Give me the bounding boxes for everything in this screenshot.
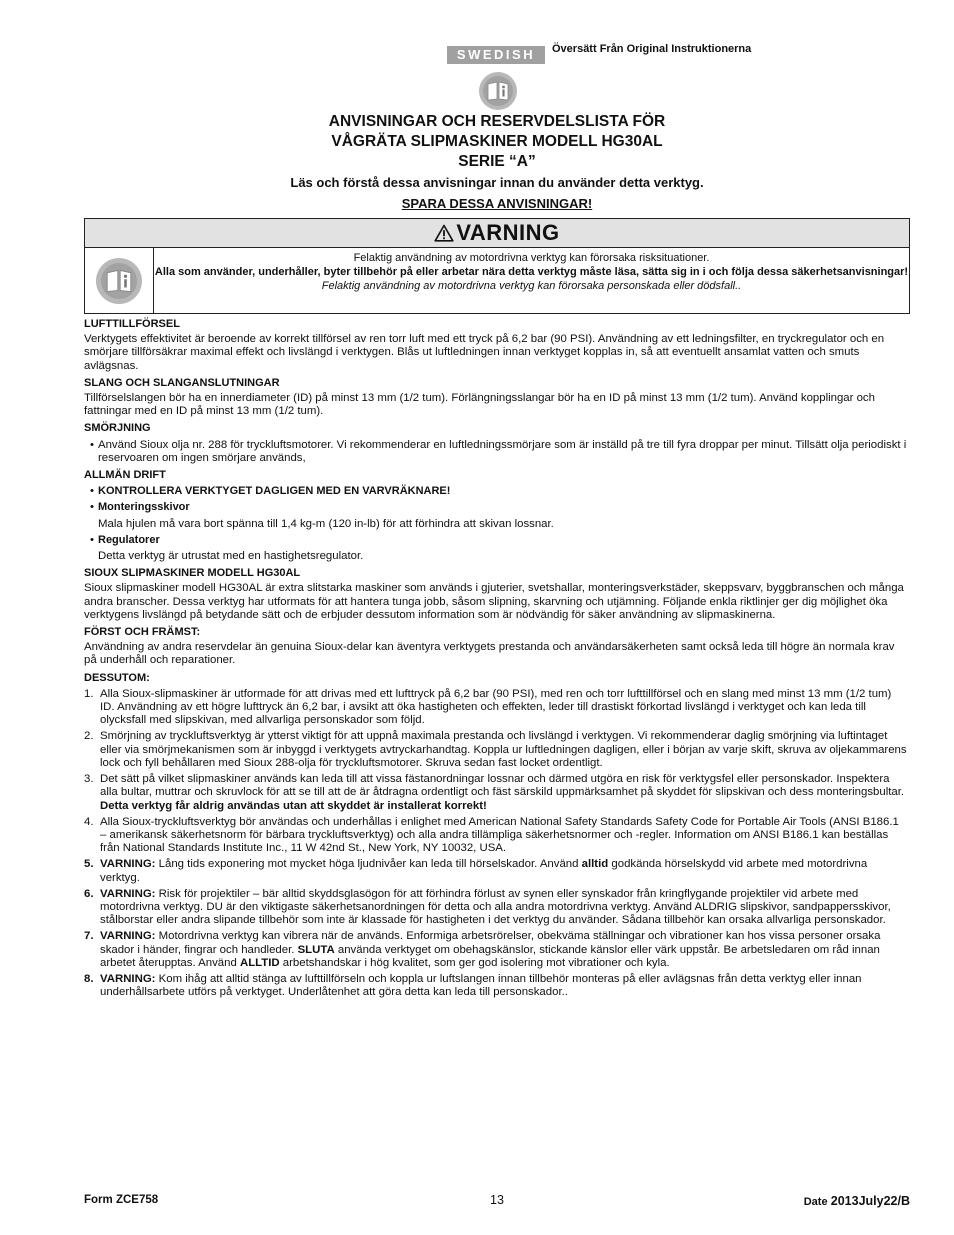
page-number: 13 [490, 1193, 504, 1207]
translated-note: Översätt Från Original Instruktionerna [552, 43, 752, 55]
list-item: • Regulatorer [90, 533, 160, 546]
warning-box [84, 218, 910, 314]
section-text-model: Sioux slipmaskiner modell HG30AL är extra slitstarka maskiner som används i gjuterier, svetshallar, monteringsverkstäder, skeppsvarv, byggbranschen och många andra branscher. Dessa verktyg har utformats för att hantera tunga jobb, såsom slipning, skarvning och utjämning. Följande enkla riktlinjer ger dig möjlighet öka verktygens livslängd på betydande sätt och de erbjuder dessutom information som är nödvändig för säker användning av slipmaskinerna. [84, 582, 904, 621]
list-item-text: Detta verktyg är utrustat med en hastighetsregulator. [98, 550, 364, 563]
numbered-item: 5. VARNING: Lång tids exponering mot mycket höga ljudnivåer kan leda till hörselskador. Använd alltid godkända hörselskydd vid arbete med motordrivna verktyg. [84, 858, 868, 884]
list-item: • KONTROLLERA VERKTYGET DAGLIGEN MED EN VARVRÄKNARE! [90, 485, 451, 498]
save-instructions-note: SPARA DESSA ANVISNINGAR! [401, 196, 593, 211]
date-label: Date [803, 1196, 828, 1208]
date-value: 2013July22/B [830, 1194, 910, 1208]
warning-header [85, 219, 909, 248]
warning-line3: Felaktig användning av motordrivna verktyg kan förorsaka personskada eller dödsfall.. [321, 280, 742, 292]
page-subtitle: Läs och förstå dessa anvisningar innan du använder detta verktyg. [290, 175, 704, 190]
section-heading-general: ALLMÄN DRIFT [84, 469, 166, 482]
warning-title: VARNING [456, 220, 560, 245]
section-heading-first: FÖRST OCH FRÄMST: [84, 626, 201, 639]
form-number: Form ZCE758 [84, 1194, 159, 1206]
numbered-item: 2. Smörjning av tryckluftsverktyg är ytterst viktigt för att uppnå maximala prestanda och livslängd i verktygen. Vi rekommenderar daglig smörjning via luftintaget eller via smörjmekanismen som är inbyggd i verktygets avtryckarhandtag. Koppla ur luftledningen dagligen, eller i början av varje skift, skruva av oljekammarens lock och fyll behållaren med Sioux 288-olja för tryckluftsmotorer. Skruva sedan fast locket ordentligt. [84, 730, 907, 769]
section-heading-hose: SLANG OCH SLANGANSLUTNINGAR [84, 376, 280, 389]
section-heading-air: LUFTTILLFÖRSEL [84, 318, 180, 330]
list-item: • Monteringsskivor [90, 501, 190, 514]
page-title-line2: VÅGRÄTA SLIPMASKINER MODELL HG30AL [331, 133, 663, 150]
section-heading-lubrication: SMÖRJNING [84, 422, 151, 435]
numbered-item: 3. Det sätt på vilket slipmaskiner används kan leda till att vissa fästanordningar lossnar och därmed utgöra en risk för verktygsfel eller personskador. Inspektera alla bultar, muttrar och skruvlock för att se till att de är åtdragna ordentligt och fäst särskild uppmärksamhet på skyddet för slipskivan och dess monteringsbultar. Detta verktyg får aldrig användas utan att skyddet är installerat korrekt! [84, 773, 905, 812]
read-manual-icon [96, 258, 142, 304]
page-title-line3: SERIE “A” [458, 153, 536, 170]
read-manual-icon [479, 72, 517, 110]
section-text-first: Användning av andra reservdelar än genuina Sioux-delar kan äventyra verktygets prestanda och användarsäkerheten samt också leda till högre än normala krav på underhåll och reparationer. [84, 641, 895, 667]
section-text-hose: Tillförselslangen bör ha en innerdiameter (ID) på minst 13 mm (1/2 tum). Förlängningsslangar bör ha en ID på minst 13 mm (1/2 tum). Använd kopplingar och fattningar med en ID på minst 13 mm (1/2 tum). [84, 392, 875, 418]
section-heading-also: DESSUTOM: [84, 671, 150, 684]
numbered-item: 4. Alla Sioux-tryckluftsverktyg bör användas och underhållas i enlighet med American National Safety Standards Safety Code for Portable Air Tools (ANSI B186.1 – amerikansk säkerhetsnorm för bärbara tryckluftsverktyg) och alla andra tillämpliga säkerhetsnormer och -regler. Information om ANSI B186.1 kan beställas från National Standards Institute Inc., 11 W 42nd St., New York, NY 10032, USA. [84, 815, 899, 855]
numbered-item: 7. VARNING: Motordrivna verktyg kan vibrera när de används. Enformiga arbetsrörelser, obekväma ställningar och vibrationer kan hos vissa personer orsaka skador i händer, fingrar och handleder. SLUTA använda verktyget om obehagskänslor, stickande känslor eller värk uppstår. Be arbetsledaren om råd innan arbetet återupptas. Använd ALLTID arbetshandskar i hög kvalitet, som ger god isolering mot vibrationer och kyla. [84, 930, 881, 969]
section-text-air: Verktygets effektivitet är beroende av korrekt tillförsel av ren torr luft med ett tryck på 6,2 bar (90 PSI). Användning av ett ledningsfilter, en tryckregulator och en smörjare tillförsäkrar maximal effekt och livslängd i verktygen. Blås ut luftledningen innan verktyget kopplas in, så att eventuellt ansamlat vatten och smuts avlägsnas. [84, 333, 885, 372]
numbered-item: 1. Alla Sioux-slipmaskiner är utformade för att drivas med ett lufttryck på 6,2 bar (90 PSI), med ren och torr lufttillförsel och en slang med minst 13 mm (1/2 tum) ID. Användning av ett högre lufttryck än 6,2 bar, i avsikt att öka hastigheten och effekten, leder till drastiskt förkortad livslängd i verktyget och kan leda till olycksfall med slipskivan, med allvarliga personskador som följd. [84, 687, 892, 727]
page-title-line1: ANVISNINGAR OCH RESERVDELSLISTA FÖR [328, 113, 666, 130]
section-heading-model: SIOUX SLIPMASKINER MODELL HG30AL [84, 567, 301, 580]
numbered-item: 8. VARNING: Kom ihåg att alltid stänga av lufttillförseln och koppla ur luftslangen innan tillbehör monteras på eller avlägsnas från detta verktyg eller innan underhållsarbete utförs på verktyget. Underlåtenhet att göra detta kan leda till personskador.. [84, 972, 862, 999]
warning-line2: Alla som använder, underhåller, byter tillbehör på eller arbetar nära detta verktyg måste läsa, sätta sig in i och följa dessa säkerhetsanvisningar! [154, 266, 909, 278]
list-item-text: Mala hjulen må vara bort spänna till 1,4 kg-m (120 in-lb) för att förhindra att skivan lossnar. [98, 517, 554, 530]
warning-triangle-icon [434, 224, 454, 242]
warning-text [154, 248, 909, 314]
language-badge: SWEDISH [447, 46, 545, 64]
title-block [0, 112, 954, 211]
revision-date [804, 1194, 910, 1208]
list-item: • Använd Sioux olja nr. 288 för tryckluftsmotorer. Vi rekommenderar en luftledningssmörjare som är inställd på tre till fyra droppar per minut. Tillsätt olja periodiskt i reservoaren om ingen smörjare används, [90, 438, 907, 464]
main-content [84, 318, 908, 999]
numbered-item: 6. VARNING: Risk för projektiler – bär alltid skyddsglasögon för att förhindra förlust av synen eller synskador från kringflygande projektiler vid arbete med motordrivna verktyg. DU är den viktigaste säkerhetsanordningen för detta och alla andra motordrivna verktyg. Använd ALDRIG slipskivor, sandpappersskivor, stålborstar eller andra slipande tillbehör som inte är klassade för hastigheten i det verktyg du använder. Sådana tillbehör kan orsaka allvarliga personskador. [84, 887, 891, 927]
warning-line1: Felaktig användning av motordrivna verktyg kan förorsaka risksituationer. [353, 252, 710, 264]
